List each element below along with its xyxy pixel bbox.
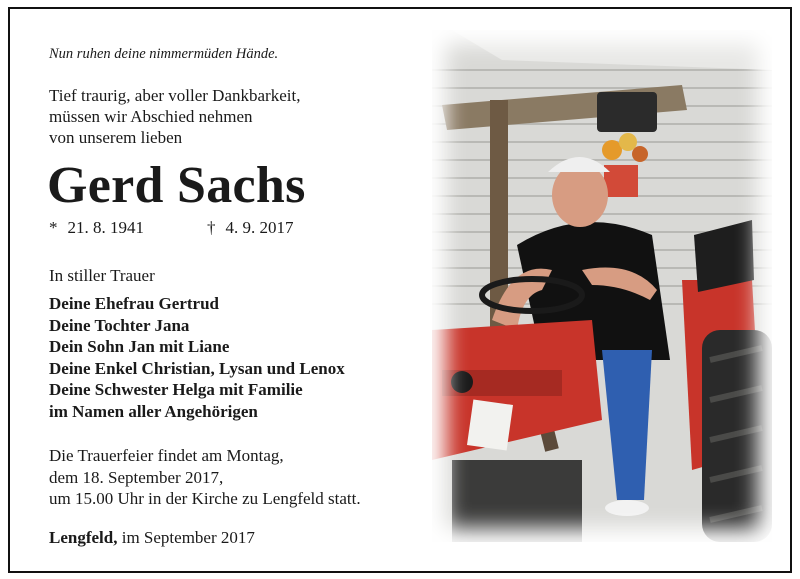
deceased-name: Gerd Sachs — [47, 157, 306, 214]
motto: Nun ruhen deine nimmermüden Hände. — [49, 46, 279, 62]
closing-place: Lengfeld, — [49, 528, 118, 547]
deceased-photo — [432, 30, 772, 542]
closing-date: im September 2017 — [121, 528, 255, 547]
mourner: im Namen aller Angehörigen — [49, 401, 258, 421]
closing-line — [49, 528, 255, 548]
life-dates — [49, 218, 294, 238]
intro-line: Tief traurig, aber voller Dankbarkeit, — [49, 86, 301, 105]
mourner: Deine Enkel Christian, Lysan und Lenox — [49, 358, 345, 378]
rear-mirror — [597, 92, 657, 132]
mourner: Deine Ehefrau Gertrud — [49, 294, 219, 313]
mourners-list — [49, 293, 345, 422]
mourner: Deine Tochter Jana — [49, 315, 190, 335]
intro-line: von unserem lieben — [49, 128, 183, 147]
birth-star-icon: * — [49, 218, 58, 237]
tractor-engine — [452, 460, 582, 542]
flower-pot — [604, 165, 638, 197]
intro-text — [49, 85, 300, 148]
intro-line: müssen wir Abschied nehmen — [49, 107, 253, 126]
tractor-photo-illustration — [432, 30, 772, 542]
note-paper — [467, 399, 513, 450]
service-line: um 15.00 Uhr in der Kirche zu Lengfeld statt. — [49, 489, 361, 508]
tractor-badge — [451, 371, 473, 393]
death-cross-icon: † — [207, 218, 216, 237]
mourner: Deine Schwester Helga mit Familie — [49, 380, 303, 399]
service-line: Die Trauerfeier findet am Montag, — [49, 446, 284, 465]
service-info — [49, 445, 361, 510]
man-face — [552, 163, 608, 227]
service-line: dem 18. September 2017, — [49, 467, 224, 487]
birth-date: 21. 8. 1941 — [67, 218, 144, 237]
man-shoe — [605, 500, 649, 516]
death-date: 4. 9. 2017 — [225, 218, 294, 237]
birth-info — [49, 218, 207, 238]
mourning-label: In stiller Trauer — [49, 266, 155, 285]
mourner: Dein Sohn Jan mit Liane — [49, 337, 230, 356]
death-info — [207, 218, 294, 237]
